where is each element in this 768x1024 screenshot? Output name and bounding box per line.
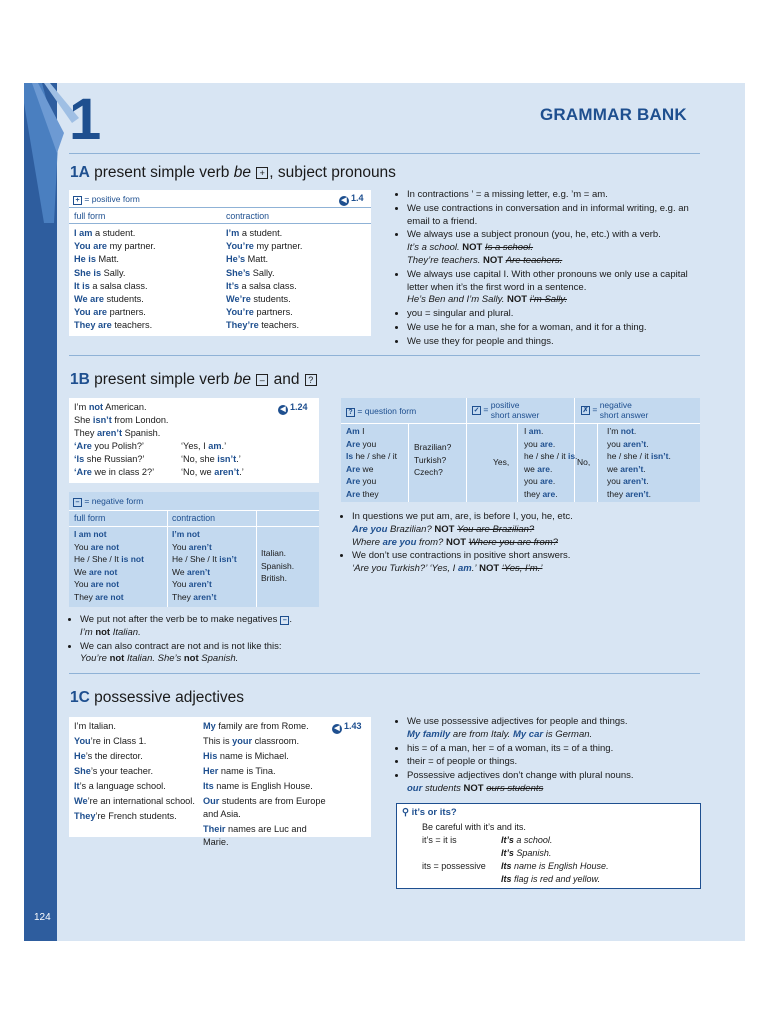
- tip-title: ⚲ it’s or its?: [402, 807, 457, 818]
- tip-example: Its name is English House.: [501, 861, 609, 871]
- note-item: • his = of a man, her = of a woman, its = of a thing.: [407, 743, 706, 756]
- text-row: You’re my partner.: [226, 241, 303, 252]
- text-row: His name is Michael.: [203, 751, 289, 761]
- note-item: • their = of people or things.: [407, 756, 706, 769]
- question-form-table: ? = question form ✓ = positive short answer ✗ = negative short answer Am I Are you Is he / she / it Are we Are you Are they Brazilian? Turkish? Czech? Yes, I am. you are. he / she / it is. we are. you are. they are. No, I’m not. you aren’t. he / she / it isn’t. we aren’t. you aren’t. they aren’t.: [341, 398, 700, 502]
- text-row: We are not: [74, 566, 118, 577]
- text-row: Its name is English House.: [203, 781, 313, 791]
- magnifier-icon: ⚲: [402, 807, 409, 818]
- text-row: ‘Is she Russian?’ ‘No, she isn’t.’: [74, 453, 314, 466]
- text-row: I’m not American.: [74, 402, 147, 412]
- tip-line: its = possessive: [422, 861, 486, 871]
- section-1a-title: 1A present simple verb be + , subject pronouns: [70, 164, 396, 181]
- text-row: I am a student.: [74, 228, 136, 238]
- tip-line: it’s = it is: [422, 835, 457, 845]
- tip-intro: Be careful with it’s and its.: [422, 822, 526, 832]
- text-row: It’s a language school.: [74, 781, 166, 791]
- example: My family are from Italy. My car is German.: [407, 728, 593, 740]
- text-row: They are teachers.: [74, 320, 153, 331]
- text-row: they are.: [524, 488, 558, 499]
- note-item: • In contractions ’ = a missing letter, e.g. ’m = am.: [407, 189, 701, 202]
- text-row: He / She / It is not: [74, 554, 144, 564]
- text-row: you aren’t.: [607, 476, 649, 486]
- note-item: • We always use capital I. With other pronouns we only use a capital letter when it’s the first word in a sentence. He’s Ben and I’m Sally. NOT i’m Sally.: [407, 269, 701, 307]
- text-row: She is Sally.: [74, 267, 126, 278]
- audio-track-1-4[interactable]: ◀ 1.4: [339, 192, 364, 206]
- section-1c-notes: [396, 716, 706, 797]
- text-row: It’s a salsa class.: [226, 280, 297, 291]
- text-row: Our students are from Europe and Asia.: [203, 796, 326, 820]
- text-row: I’m Italian.: [74, 721, 116, 731]
- text-row: She’s your teacher.: [74, 766, 153, 776]
- text-row: Is he / she / it: [346, 451, 398, 461]
- text-row: You are partners.: [74, 307, 146, 318]
- example: You’re not Italian. She’s not Spanish.: [80, 653, 239, 665]
- text-row: Are we: [346, 463, 374, 474]
- text-row: She isn’t from London.: [74, 415, 169, 426]
- text-row: You are my partner.: [74, 241, 156, 252]
- text-row: we are.: [524, 463, 553, 474]
- divider: [69, 153, 700, 154]
- text-row: I’m not: [172, 529, 200, 539]
- question: ‘Is she Russian?’: [74, 454, 145, 465]
- example: ‘Are you Turkish?’ ‘Yes, I am.’ NOT ‘Yes, I’m.’: [352, 563, 543, 575]
- text-row: Are they: [346, 488, 379, 499]
- note-item: • We put not after the verb be to make negatives – . I’m not Italian.: [80, 614, 329, 640]
- text-row: They’re teachers.: [226, 320, 300, 331]
- section-1a-notes: [396, 189, 701, 350]
- text-row: Spanish.: [261, 560, 295, 571]
- text-row: You aren’t: [172, 579, 212, 589]
- text-row: ‘Are we in class 2?’ ‘No, we aren’t.’: [74, 466, 314, 479]
- text-row: It is a salsa class.: [74, 280, 148, 291]
- text-row: you are.: [524, 438, 556, 449]
- text-row: You aren’t: [172, 541, 212, 552]
- example: our students NOT ours students: [407, 782, 544, 794]
- note-item: • We use possessive adjectives for people and things. My family are from Italy. My car is German.: [407, 716, 706, 742]
- example: They’re teachers. NOT Are teachers.: [407, 254, 563, 266]
- col-contraction: contraction: [172, 513, 216, 523]
- text-row: We are students.: [74, 294, 144, 305]
- text-row: My family are from Rome.: [203, 721, 309, 731]
- example: It’s a school. NOT Is a school.: [407, 242, 534, 254]
- text-row: Am I: [346, 426, 365, 436]
- text-row: I’m not.: [607, 426, 637, 436]
- text-row: You’re partners.: [226, 307, 293, 318]
- page-number: 124: [34, 912, 51, 923]
- question: ‘Are you Polish?’: [74, 441, 144, 451]
- text-row: you aren’t.: [607, 438, 649, 449]
- divider: [69, 673, 700, 674]
- speaker-icon: ◀: [332, 724, 342, 734]
- text-row: Brazilian?: [414, 442, 452, 452]
- note-item: • In questions we put am, are, is before I, you, he, etc. Are you Brazilian? NOT You are Brazilian? Where are you from? NOT Where you are from?: [352, 511, 701, 549]
- audio-track-1-43[interactable]: ◀ 1.43: [332, 720, 362, 734]
- unit-number: 1: [69, 87, 102, 152]
- text-row: Their names are Luc and Marie.: [203, 824, 307, 848]
- audio-track-1-24[interactable]: ◀ 1.24: [278, 401, 308, 415]
- tip-example: It’s Spanish.: [501, 848, 552, 858]
- text-row: He / She / It isn’t: [172, 554, 237, 564]
- note-item: • We use he for a man, she for a woman, and it for a thing.: [407, 322, 701, 335]
- text-row: they aren’t.: [607, 488, 651, 499]
- panel-header: + = positive form: [73, 193, 140, 206]
- question: ‘Are we in class 2?’: [74, 467, 155, 478]
- positive-form-panel: [69, 190, 371, 336]
- divider: [69, 355, 700, 356]
- text-row: He’s Matt.: [226, 254, 269, 265]
- col-contraction: contraction: [226, 211, 270, 221]
- text-row: Are you: [346, 438, 377, 449]
- negative-form-table: – = negative form full form contraction I am not You are not He / She / It is not We are not You are not They are not I’m not You aren’t He / She / It isn’t We aren’t You aren’t They aren’t Italian. Spanish. British.: [69, 492, 319, 607]
- text-row: ‘Are you Polish?’ ‘Yes, I am.’: [74, 440, 314, 453]
- note-item: • We can also contract are not and is not like this: You’re not Italian. She’s not Spanish.: [80, 641, 329, 667]
- text-row: Are you: [346, 476, 377, 486]
- text-row: I’m a student.: [226, 228, 283, 238]
- example: I’m not Italian.: [80, 626, 141, 638]
- example: Where are you from? NOT Where you are from?: [352, 536, 558, 548]
- full-form-list: [74, 227, 156, 333]
- text-row: They’re French students.: [74, 811, 177, 821]
- text-row: You are not: [74, 579, 120, 589]
- note-item: • you = singular and plural.: [407, 308, 701, 321]
- grammar-bank-page: [24, 83, 745, 941]
- section-1c-title: 1C possessive adjectives: [70, 689, 245, 706]
- example: Are you Brazilian? NOT You are Brazilian?: [352, 523, 535, 535]
- note-item: • We always use a subject pronoun (you, he, etc.) with a verb. It’s a school. NOT Is a school. They’re teachers. NOT Are teachers.: [407, 229, 701, 267]
- text-row: We’re an international school.: [74, 796, 195, 806]
- speaker-icon: ◀: [339, 196, 349, 206]
- note-item: • Possessive adjectives don’t change with plural nouns. our students NOT ours students: [407, 770, 706, 796]
- example: He’s Ben and I’m Sally. NOT i’m Sally.: [407, 294, 567, 306]
- text-row: They are not: [74, 591, 124, 602]
- tip-example: It’s a school.: [501, 835, 553, 845]
- text-row: Her name is Tina.: [203, 766, 276, 776]
- text-row: This is your classroom.: [203, 736, 300, 746]
- text-row: We aren’t: [172, 566, 211, 577]
- note-item: • We use they for people and things.: [407, 336, 701, 349]
- text-row: Turkish?: [414, 454, 447, 465]
- note-item: • We don’t use contractions in positive short answers. ‘Are you Turkish?’ ‘Yes, I am.’ NOT ‘Yes, I’m.’: [352, 550, 701, 576]
- text-row: You are not: [74, 541, 120, 552]
- text-row: we aren’t.: [607, 463, 646, 474]
- its-or-its-tip-box: [396, 803, 701, 889]
- text-row: Italian.: [261, 548, 287, 558]
- col-full-form: full form: [74, 513, 106, 523]
- grammar-bank-title: GRAMMAR BANK: [540, 105, 687, 124]
- text-row: They aren’t: [172, 591, 217, 602]
- speaker-icon: ◀: [278, 405, 288, 415]
- note-item: • We use contractions in conversation and in informal writing, e.g. an email to a friend.: [407, 203, 701, 229]
- text-row: you are.: [524, 476, 556, 486]
- text-row: He’s the director.: [74, 751, 143, 761]
- text-row: I am not: [74, 529, 107, 539]
- text-row: They aren’t Spanish.: [74, 428, 161, 439]
- text-row: he / she / it isn’t.: [607, 451, 671, 461]
- text-row: Czech?: [414, 467, 443, 477]
- section-1b-title: 1B present simple verb be – and ?: [70, 371, 318, 389]
- possessive-panel: [69, 717, 371, 848]
- tip-example: Its flag is red and yellow.: [501, 874, 601, 884]
- col-full-form: full form: [74, 211, 106, 221]
- section-1b-left-notes: [69, 614, 329, 667]
- section-1b-right-notes: [341, 511, 701, 577]
- text-row: We’re students.: [226, 294, 291, 305]
- text-row: He is Matt.: [74, 254, 119, 265]
- negative-examples-panel: [69, 398, 319, 483]
- text-row: British.: [261, 573, 287, 583]
- text-row: You’re in Class 1.: [74, 736, 147, 746]
- text-row: he / she / it is.: [524, 451, 578, 461]
- text-row: She’s Sally.: [226, 267, 275, 278]
- contraction-list: [226, 227, 302, 333]
- text-row: I am.: [524, 426, 544, 436]
